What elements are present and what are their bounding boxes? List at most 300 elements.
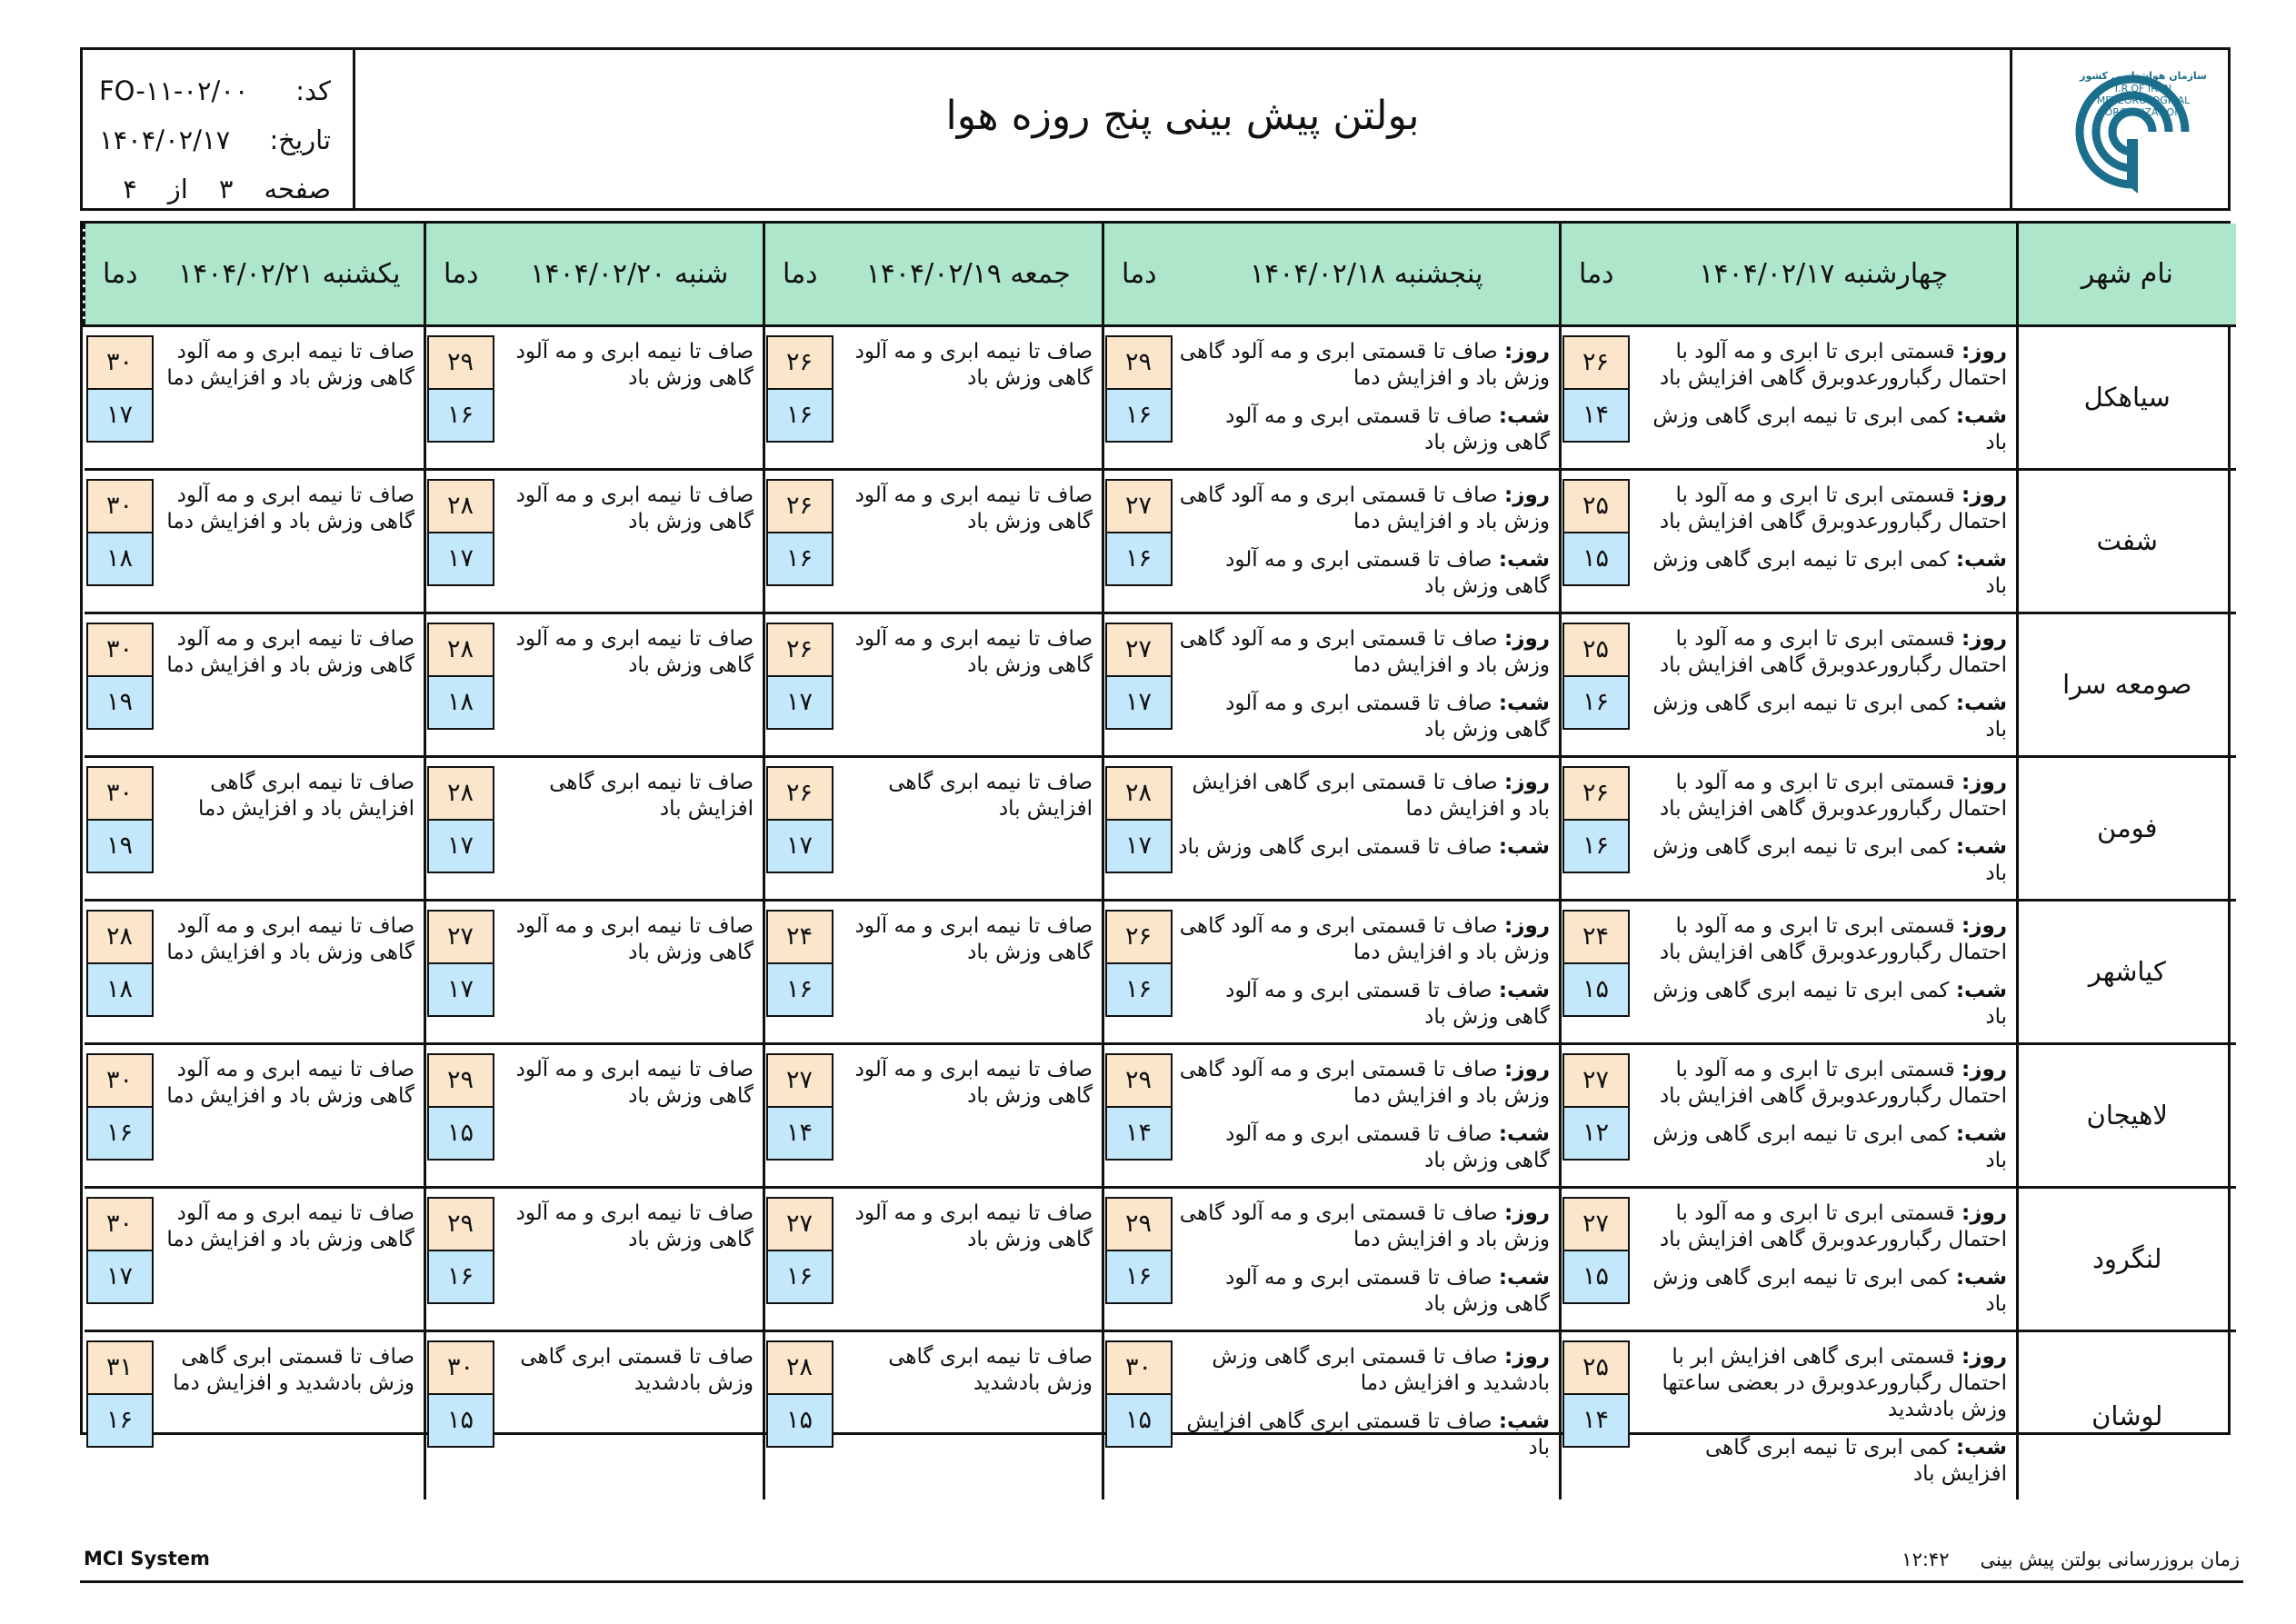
forecast-cell-day1 [1632,1330,2018,1499]
min-temp: ۱۵ [427,1394,494,1448]
forecast-cell-day4 [496,1330,764,1499]
city-name: لاهیجان [2018,1043,2236,1187]
max-temp: ۲۶ [1562,766,1630,820]
max-temp: ۳۰ [86,623,154,676]
max-temp: ۲۵ [1562,623,1630,676]
page-total: ۴ [123,174,137,204]
night-forecast-text: کمی ابری تا نیمه ابری گاهی وزش باد [1652,547,2007,598]
max-temp: ۲۶ [766,479,834,533]
night-forecast-text: صاف تا قسمتی ابری و مه آلود گاهی وزش باد [1225,978,1550,1029]
min-temp: ۱۷ [427,533,494,586]
temp-cell [1103,325,1174,469]
min-temp: ۱۸ [86,963,154,1017]
night-label: شب: [1498,1409,1550,1433]
temp-header: دما [764,224,835,325]
min-temp: ۱۷ [427,963,494,1017]
forecast-text: صاف تا نیمه ابری و مه آلود گاهی وزش باد [515,339,754,390]
day-forecast [1178,483,1551,535]
night-forecast [1635,1121,2008,1174]
table-row [85,469,2236,613]
forecast-text: صاف تا نیمه ابری و مه آلود گاهی وزش باد [515,626,754,677]
max-temp: ۳۰ [86,1197,154,1250]
page-title: بولتن پیش بینی پنج روزه هوا [945,92,1420,139]
max-temp: ۲۴ [766,910,834,963]
table-row [85,325,2236,469]
night-forecast [1635,834,2008,887]
table-row [85,1043,2236,1187]
temp-cell [425,1043,496,1187]
page-of: از [167,174,188,204]
day-forecast-text: صاف تا قسمتی ابری گاهی وزش بادشدید و افزایش دما [1212,1344,1550,1395]
min-temp: ۱۴ [1562,1394,1630,1448]
forecast-text: صاف تا نیمه ابری و مه آلود گاهی وزش باد [515,1201,754,1251]
day-forecast [1635,626,2008,679]
day-label: روز: [1504,1057,1550,1081]
day-header-4: شنبه ۱۴۰۴/۰۲/۲۰ [496,224,764,325]
city-name: لوشان [2018,1330,2236,1499]
temp-cell [764,1187,835,1330]
temp-cell [764,756,835,900]
max-temp: ۲۹ [1105,335,1173,389]
temp-cell [425,613,496,756]
min-temp: ۱۵ [1105,1394,1173,1448]
max-temp: ۲۷ [766,1053,834,1107]
night-label: شب: [1955,1121,2007,1146]
day-forecast-text: قسمتی ابری تا ابری و مه آلود با احتمال رگبارورعدوبرق گاهی افزایش باد [1659,339,2007,390]
forecast-cell-day5 [155,1187,425,1330]
code-label: کد: [295,75,331,106]
forecast-cell-day3 [835,1330,1103,1499]
logo-text-fa: سازمان هواشناسی کشور [2080,70,2207,82]
day-label: روز: [1504,1344,1550,1369]
temp-cell [85,1043,155,1187]
day-label: روز: [1962,1201,2007,1225]
max-temp: ۲۷ [1105,479,1173,533]
max-temp: ۲۵ [1562,1340,1630,1394]
temp-cell [764,1330,835,1499]
day-label: روز: [1962,626,2007,651]
night-label: شب: [1498,834,1550,859]
temp-cell [85,469,155,613]
forecast-cell-day1 [1632,613,2018,756]
meteorological-organization-logo [2010,50,2228,208]
forecast-text: صاف تا نیمه ابری و مه آلود گاهی وزش باد و افزایش دما [166,1057,414,1108]
forecast-text: صاف تا نیمه ابری و مه آلود گاهی وزش باد [854,339,1093,390]
min-temp: ۱۶ [427,389,494,443]
temp-cell [85,1330,155,1499]
max-temp: ۲۹ [1105,1197,1173,1250]
day-forecast-text: صاف تا قسمتی ابری و مه آلود گاهی وزش باد و افزایش دما [1179,339,1550,390]
min-temp: ۱۶ [86,1107,154,1161]
min-temp: ۱۵ [427,1107,494,1161]
forecast-text: صاف تا نیمه ابری و مه آلود گاهی وزش باد و افزایش دما [166,913,414,964]
temp-cell [764,900,835,1043]
forecast-text: صاف تا نیمه ابری و مه آلود گاهی وزش باد [854,1057,1093,1108]
night-label: شب: [1955,404,2007,428]
forecast-text: صاف تا نیمه ابری و مه آلود گاهی وزش باد [854,1201,1093,1251]
table-row [85,1330,2236,1499]
forecast-cell-day3 [835,1187,1103,1330]
forecast-cell-day4 [496,900,764,1043]
day-forecast [1635,1201,2008,1253]
max-temp: ۳۱ [86,1340,154,1394]
night-forecast [1635,404,2008,456]
forecast-cell-day3 [835,900,1103,1043]
forecast-text: صاف تا قسمتی ابری گاهی وزش بادشدید و افزایش دما [173,1344,414,1395]
max-temp: ۲۵ [1562,479,1630,533]
night-forecast [1178,1265,1551,1318]
max-temp: ۳۰ [86,1053,154,1107]
min-temp: ۱۶ [766,533,834,586]
forecast-text: صاف تا نیمه ابری گاهی وزش بادشدید [888,1344,1093,1395]
min-temp: ۱۶ [1562,676,1630,730]
max-temp: ۲۶ [766,766,834,820]
max-temp: ۲۷ [1562,1053,1630,1107]
forecast-cell-day4 [496,613,764,756]
max-temp: ۲۸ [86,910,154,963]
day-forecast-text: قسمتی ابری تا ابری و مه آلود با احتمال رگبارورعدوبرق گاهی افزایش باد [1659,626,2007,677]
night-label: شب: [1498,691,1550,715]
update-time: ۱۲:۴۲ [1902,1549,1950,1570]
temp-cell [1103,469,1174,613]
night-forecast-text: صاف تا قسمتی ابری گاهی افزایش باد [1186,1409,1550,1460]
min-temp: ۱۵ [1562,963,1630,1017]
footer-divider [80,1580,2243,1583]
temp-header: دما [425,224,496,325]
day-forecast-text: صاف تا قسمتی ابری و مه آلود گاهی وزش باد و افزایش دما [1179,626,1550,677]
night-forecast-text: صاف تا قسمتی ابری و مه آلود گاهی وزش باد [1225,691,1550,742]
min-temp: ۱۷ [86,1250,154,1304]
night-forecast-text: صاف تا قسمتی ابری و مه آلود گاهی وزش باد [1225,404,1550,454]
min-temp: ۱۶ [1105,389,1173,443]
forecast-cell-day1 [1632,469,2018,613]
day-header-3: جمعه ۱۴۰۴/۰۲/۱۹ [835,224,1103,325]
min-temp: ۱۷ [427,820,494,873]
forecast-cell-day3 [835,613,1103,756]
temp-cell [764,325,835,469]
night-forecast [1178,834,1551,861]
forecast-text: صاف تا نیمه ابری گاهی افزایش باد و افزایش دما [198,770,414,821]
temp-cell [1561,325,1632,469]
forecast-cell-day3 [835,756,1103,900]
day-label: روز: [1962,339,2007,364]
max-temp: ۲۷ [427,910,494,963]
min-temp: ۱۸ [86,533,154,586]
page-label: صفحه [264,174,331,204]
night-forecast-text: کمی ابری تا نیمه ابری گاهی افزایش باد [1704,1435,2007,1486]
max-temp: ۲۷ [1105,623,1173,676]
night-label: شب: [1955,547,2007,572]
min-temp: ۱۴ [1105,1107,1173,1161]
day-forecast [1178,770,1551,822]
day-forecast-text: قسمتی ابری تا ابری و مه آلود با احتمال رگبارورعدوبرق گاهی افزایش باد [1659,1201,2007,1251]
night-forecast-text: صاف تا قسمتی ابری و مه آلود گاهی وزش باد [1225,547,1550,598]
night-forecast-text: کمی ابری تا نیمه ابری گاهی وزش باد [1652,1265,2007,1316]
day-label: روز: [1504,770,1550,794]
temp-header: دما [1561,224,1632,325]
logo-text-en-3: ORGANIZATION [2104,106,2182,118]
min-temp: ۱۶ [766,1250,834,1304]
forecast-cell-day5 [155,613,425,756]
forecast-text: صاف تا قسمتی ابری گاهی وزش بادشدید [520,1344,754,1395]
temp-cell [425,756,496,900]
day-label: روز: [1504,626,1550,651]
day-forecast [1635,770,2008,822]
min-temp: ۱۷ [766,820,834,873]
min-temp: ۱۶ [1562,820,1630,873]
night-forecast-text: کمی ابری تا نیمه ابری گاهی وزش باد [1652,834,2007,885]
temp-cell [1103,900,1174,1043]
forecast-table-wrapper [80,221,2231,1486]
day-forecast [1635,483,2008,535]
max-temp: ۲۶ [766,623,834,676]
day-label: روز: [1962,913,2007,938]
forecast-cell-day1 [1632,1043,2018,1187]
table-header-row [85,224,2236,325]
forecast-text: صاف تا نیمه ابری و مه آلود گاهی وزش باد [854,483,1093,533]
temp-cell [1103,1043,1174,1187]
day-forecast [1178,913,1551,966]
night-forecast [1635,978,2008,1031]
day-forecast [1635,339,2008,392]
forecast-cell-day3 [835,469,1103,613]
night-forecast [1178,404,1551,456]
max-temp: ۲۸ [766,1340,834,1394]
night-label: شب: [1498,978,1550,1002]
city-name: کیاشهر [2018,900,2236,1043]
night-forecast [1178,691,1551,743]
night-forecast [1178,547,1551,600]
logo-text-en-1: I.R.OF IRAN [2114,83,2172,95]
night-forecast [1178,978,1551,1031]
day-forecast-text: قسمتی ابری تا ابری و مه آلود با احتمال رگبارورعدوبرق گاهی افزایش باد [1659,913,2007,964]
night-forecast-text: کمی ابری تا نیمه ابری گاهی وزش باد [1652,404,2007,454]
min-temp: ۱۹ [86,676,154,730]
temp-cell [85,756,155,900]
day-forecast-text: قسمتی ابری تا ابری و مه آلود با احتمال رگبارورعدوبرق گاهی افزایش باد [1659,483,2007,533]
forecast-table-body [85,325,2236,1499]
day-forecast-text: صاف تا قسمتی ابری و مه آلود گاهی وزش باد و افزایش دما [1179,913,1550,964]
forecast-text: صاف تا نیمه ابری گاهی افزایش باد [888,770,1093,821]
city-name: فومن [2018,756,2236,900]
day-header-5: یکشنبه ۱۴۰۴/۰۲/۲۱ [155,224,425,325]
day-forecast-text: قسمتی ابری گاهی افزایش ابر با احتمال رگبارورعدوبرق در بعضی ساعتها وزش بادشدید [1662,1344,2007,1421]
day-header-2: پنجشنبه ۱۴۰۴/۰۲/۱۸ [1174,224,1561,325]
day-label: روز: [1962,770,2007,794]
day-forecast-text: قسمتی ابری تا ابری و مه آلود با احتمال رگبارورعدوبرق گاهی افزایش باد [1659,770,2007,821]
forecast-text: صاف تا نیمه ابری و مه آلود گاهی وزش باد [854,913,1093,964]
temp-cell [764,1043,835,1187]
forecast-text: صاف تا نیمه ابری و مه آلود گاهی وزش باد [854,626,1093,677]
max-temp: ۲۸ [427,766,494,820]
footer-system: MCI System [84,1548,210,1569]
temp-cell [1561,900,1632,1043]
min-temp: ۱۶ [766,389,834,443]
forecast-text: صاف تا نیمه ابری گاهی افزایش باد [549,770,754,821]
temp-header: دما [1103,224,1174,325]
night-label: شب: [1498,404,1550,428]
max-temp: ۲۷ [766,1197,834,1250]
max-temp: ۲۹ [427,1197,494,1250]
temp-cell [764,469,835,613]
table-row [85,1187,2236,1330]
city-name: صومعه سرا [2018,613,2236,756]
max-temp: ۲۹ [1105,1053,1173,1107]
night-label: شب: [1498,547,1550,572]
min-temp: ۱۵ [1562,533,1630,586]
city-name: لنگرود [2018,1187,2236,1330]
max-temp: ۳۰ [86,479,154,533]
day-header-1: چهارشنبه ۱۴۰۴/۰۲/۱۷ [1632,224,2018,325]
forecast-cell-day2 [1174,1043,1561,1187]
page-indicator [99,164,331,214]
min-temp: ۱۶ [86,1394,154,1448]
min-temp: ۱۶ [1105,963,1173,1017]
forecast-cell-day5 [155,900,425,1043]
day-label: روز: [1962,1057,2007,1081]
night-forecast-text: صاف تا قسمتی ابری و مه آلود گاهی وزش باد [1225,1121,1550,1172]
max-temp: ۲۸ [427,623,494,676]
min-temp: ۱۷ [766,676,834,730]
min-temp: ۱۷ [1105,676,1173,730]
table-row [85,613,2236,756]
update-label: زمان بروزرسانی بولتن پیش بینی [1980,1549,2240,1570]
min-temp: ۱۶ [1105,533,1173,586]
forecast-cell-day4 [496,1187,764,1330]
forecast-cell-day4 [496,756,764,900]
forecast-cell-day5 [155,756,425,900]
temp-cell [85,613,155,756]
min-temp: ۱۵ [766,1394,834,1448]
night-forecast [1635,1265,2008,1318]
day-forecast [1178,339,1551,392]
night-forecast-text: صاف تا قسمتی ابری گاهی وزش باد [1178,834,1492,859]
night-forecast-text: کمی ابری تا نیمه ابری گاهی وزش باد [1652,691,2007,742]
code-value: FO-۱۱-۰۲/۰۰ [99,75,249,106]
min-temp: ۱۶ [766,963,834,1017]
max-temp: ۲۸ [427,479,494,533]
night-label: شب: [1955,1265,2007,1290]
max-temp: ۳۰ [86,766,154,820]
day-label: روز: [1962,483,2007,507]
date-label: تاریخ: [269,125,331,155]
min-temp: ۱۵ [1562,1250,1630,1304]
forecast-cell-day2 [1174,756,1561,900]
forecast-cell-day5 [155,469,425,613]
temp-cell [425,325,496,469]
min-temp: ۱۲ [1562,1107,1630,1161]
logo-text-en-2: METEOROLOGICAL [2096,95,2191,106]
temp-cell [425,900,496,1043]
forecast-text: صاف تا نیمه ابری و مه آلود گاهی وزش باد و افزایش دما [166,339,414,390]
forecast-cell-day1 [1632,756,2018,900]
temp-cell [85,325,155,469]
temp-header: دما [85,224,155,325]
footer-update [1902,1549,2240,1570]
forecast-text: صاف تا نیمه ابری و مه آلود گاهی وزش باد و افزایش دما [166,1201,414,1251]
temp-cell [1561,613,1632,756]
day-forecast-text: صاف تا قسمتی ابری گاهی افزایش باد و افزایش دما [1192,770,1550,821]
max-temp: ۲۴ [1562,910,1630,963]
city-name: سیاهکل [2083,382,2171,413]
night-label: شب: [1955,1435,2007,1460]
forecast-text: صاف تا نیمه ابری و مه آلود گاهی وزش باد و افزایش دما [166,626,414,677]
forecast-cell-day1 [1632,325,2018,469]
forecast-cell-day2 [1174,469,1561,613]
night-label: شب: [1955,691,2007,715]
temp-cell [425,1187,496,1330]
forecast-text: صاف تا نیمه ابری و مه آلود گاهی وزش باد [515,913,754,964]
max-temp: ۲۷ [1562,1197,1630,1250]
forecast-cell-day5 [155,1330,425,1499]
max-temp: ۳۰ [1105,1340,1173,1394]
max-temp: ۳۰ [86,335,154,389]
forecast-table [83,224,2236,1499]
temp-cell [1103,613,1174,756]
forecast-cell-day2 [1174,325,1561,469]
document-meta [83,50,355,208]
temp-cell [85,900,155,1043]
night-forecast [1635,547,2008,600]
day-forecast-text: صاف تا قسمتی ابری و مه آلود گاهی وزش باد و افزایش دما [1179,1057,1550,1108]
forecast-cell-day2 [1174,1187,1561,1330]
night-forecast [1635,691,2008,743]
day-forecast [1178,1344,1551,1397]
temp-cell [85,1187,155,1330]
max-temp: ۲۸ [1105,766,1173,820]
max-temp: ۲۶ [1105,910,1173,963]
temp-cell [1561,469,1632,613]
forecast-cell-day3 [835,325,1103,469]
min-temp: ۱۶ [1105,1250,1173,1304]
date-value: ۱۴۰۴/۰۲/۱۷ [99,125,231,155]
temp-cell [425,1330,496,1499]
forecast-text: صاف تا نیمه ابری و مه آلود گاهی وزش باد [515,483,754,533]
day-forecast-text: قسمتی ابری تا ابری و مه آلود با احتمال رگبارورعدوبرق گاهی افزایش باد [1659,1057,2007,1108]
forecast-cell-day1 [1632,900,2018,1043]
min-temp: ۱۶ [427,1250,494,1304]
max-temp: ۲۹ [427,1053,494,1107]
forecast-cell-day2 [1174,1330,1561,1499]
night-label: شب: [1498,1265,1550,1290]
forecast-cell-day5 [155,325,425,469]
min-temp: ۱۴ [1562,389,1630,443]
temp-cell [1103,756,1174,900]
min-temp: ۱۴ [766,1107,834,1161]
min-temp: ۱۷ [86,389,154,443]
city-column-header: نام شهر [2018,224,2236,325]
min-temp: ۱۸ [427,676,494,730]
forecast-cell-day1 [1632,1187,2018,1330]
forecast-text: صاف تا نیمه ابری و مه آلود گاهی وزش باد [515,1057,754,1108]
forecast-cell-day2 [1174,613,1561,756]
night-forecast-text: کمی ابری تا نیمه ابری گاهی وزش باد [1652,1121,2007,1172]
bulletin-header [80,47,2231,211]
table-row [85,900,2236,1043]
night-forecast [1635,1435,2008,1488]
day-forecast [1635,1057,2008,1110]
day-forecast [1635,1344,2008,1423]
day-label: روز: [1504,1201,1550,1225]
forecast-cell-day2 [1174,900,1561,1043]
day-forecast [1178,1201,1551,1253]
temp-cell [764,613,835,756]
logo-icon [2025,57,2216,207]
forecast-cell-day4 [496,1043,764,1187]
night-label: شب: [1955,978,2007,1002]
max-temp: ۲۶ [766,335,834,389]
night-forecast [1178,1409,1551,1461]
